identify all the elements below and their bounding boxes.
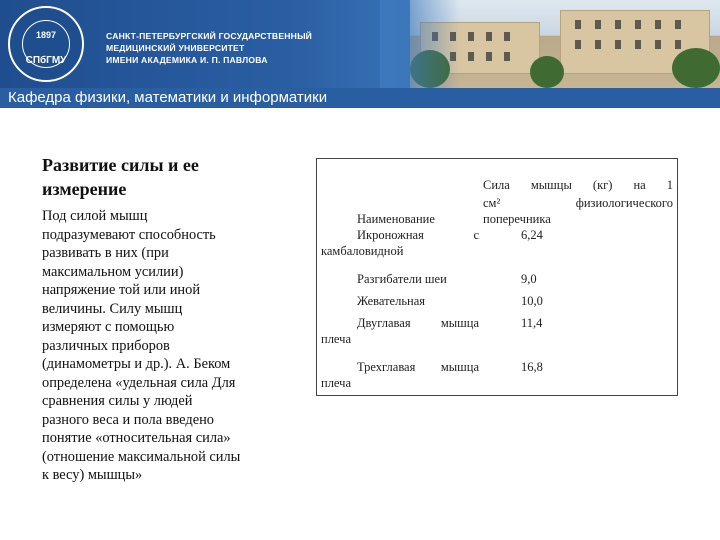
- table-row-name: Разгибатели шеи: [357, 272, 447, 286]
- logo-year: 1897: [35, 30, 57, 40]
- table-row-value: 9,0: [521, 272, 537, 286]
- muscle-strength-table: [316, 158, 678, 396]
- table-header-value-line-1: Сила мышцы (кг) на 1: [483, 178, 673, 192]
- table-row-name-continued: камбаловидной: [321, 244, 404, 258]
- slide-title: Развитие силы и ее измерение: [42, 155, 199, 199]
- university-logo: [8, 6, 84, 82]
- table-row-name: Жевательная: [357, 294, 426, 308]
- logo-abbreviation: СПбГМУ: [25, 55, 67, 66]
- table-row-value: 16,8: [521, 360, 543, 374]
- table-row-value: 11,4: [521, 316, 543, 330]
- table-row-value: 6,24: [521, 228, 543, 242]
- table-row-name: Двуглавая мышца: [357, 316, 479, 330]
- department-name: Кафедра физики, математики и информатики: [8, 89, 328, 106]
- table-header-value-line-2: см² физиологического: [483, 196, 673, 210]
- table-row-name: Трехглавая мышца: [357, 360, 479, 374]
- table-row-name-continued: плеча: [321, 332, 351, 346]
- university-name: САНКТ-ПЕТЕРБУРГСКИЙ ГОСУДАРСТВЕННЫЙ МЕДИЦИНСКИЙ УНИВЕРСИТЕТ ИМЕНИ АКАДЕМИКА И. П. ПАВЛОВА: [106, 31, 313, 65]
- table-header-name: Наименование: [357, 212, 435, 226]
- table-row-value: 10,0: [521, 294, 543, 308]
- table-row-name-continued: плеча: [321, 376, 351, 390]
- table-row-name: Икроножная с: [357, 228, 479, 242]
- body-paragraph: Под силой мышц подразумевают способность развивать в них (при максимальном усилии) напряжение той или иной величины. Силу мышц измеряют с помощью различных приборов (динамометры и др.). А. Беком определена «удельная сила Для сравнения силы у людей разного веса и пола введено понятие «относительная сила» (отношение максимальной силы к весу) мышцы»: [42, 208, 241, 483]
- table-header-value-line-3: поперечника: [483, 212, 551, 226]
